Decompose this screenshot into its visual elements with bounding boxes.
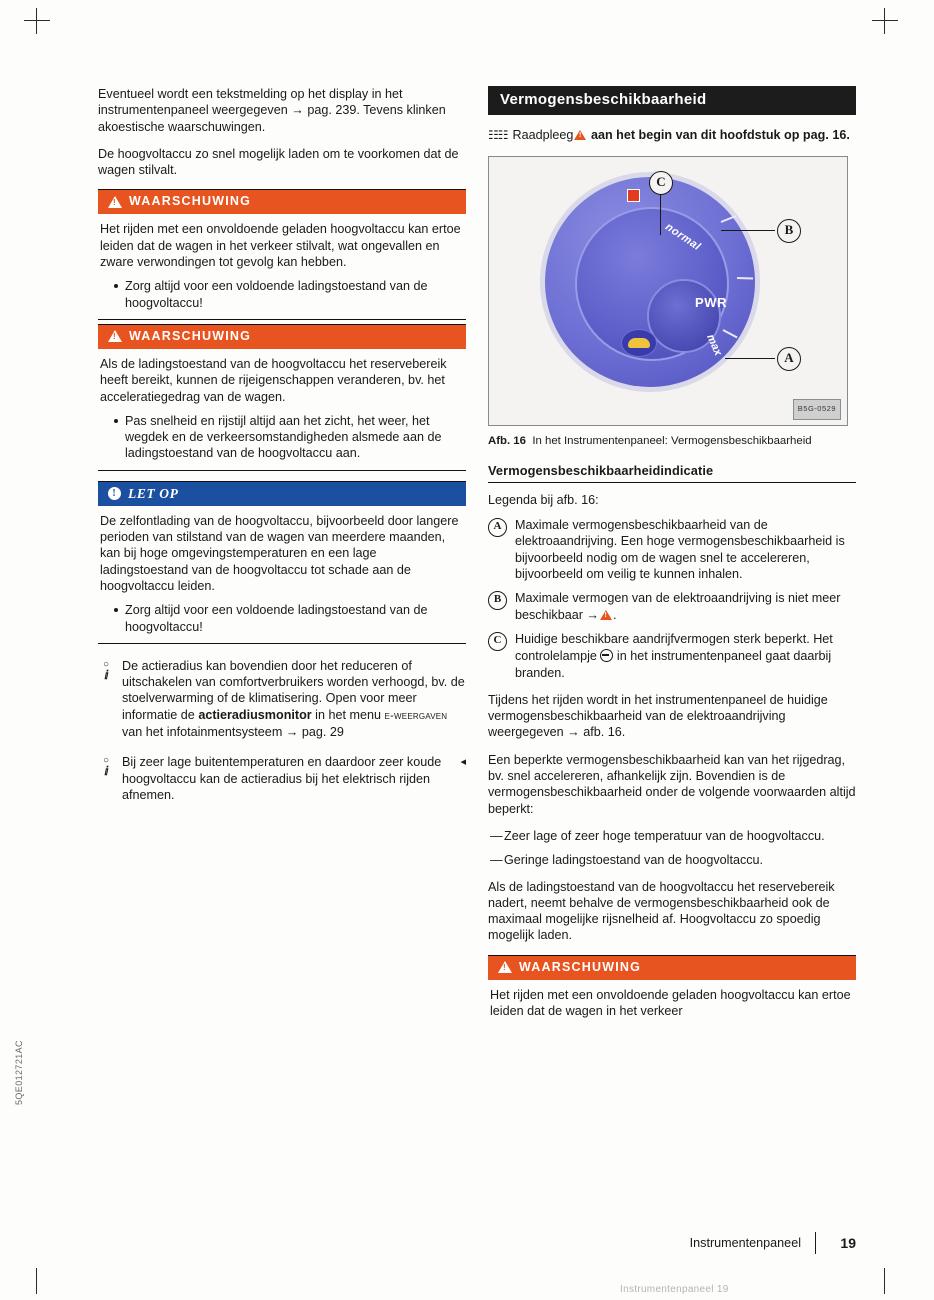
tip-block-2-text bbox=[122, 754, 466, 803]
gauge-label-pwr: PWR bbox=[695, 294, 728, 310]
note-box-body bbox=[98, 506, 466, 644]
figure-caption-text: In het Instrumentenpaneel: Vermogensbeschikbaarheid bbox=[532, 434, 812, 447]
note-box-bullets bbox=[100, 602, 464, 635]
reference-text bbox=[513, 127, 850, 143]
cross-reference-line bbox=[488, 127, 856, 143]
gauge-marker bbox=[627, 189, 640, 202]
list-item: — Geringe ladingstoestand van de hoogvoltaccu. bbox=[490, 852, 856, 868]
legend-text-c-after: in het instrumentenpaneel gaat daarbij branden. bbox=[515, 649, 832, 680]
warning-box-1-label: WAARSCHUWING bbox=[129, 194, 252, 209]
note-box-text: De zelfontlading van de hoogvoltaccu, bijvoorbeeld door langere perioden van stilstand van de wagen van meerdere maanden, kan bij hoge omgevingstemperaturen en een lage ladingstoestand van de hoogvoltaccu tot schade aan de hoogvoltaccu leiden. bbox=[100, 513, 459, 593]
warning-triangle-icon bbox=[574, 130, 586, 140]
figure-code: B5G-0529 bbox=[793, 399, 841, 419]
legend-item-a bbox=[488, 517, 856, 582]
warning-triangle-icon bbox=[498, 961, 512, 973]
tip-1-bold: actieradiusmonitor bbox=[198, 707, 312, 722]
warning-box-2-text: Als de ladingstoestand van de hoogvoltaccu het reservebereik heeft bereikt, kunnen de rijeigenschappen veranderen, bv. het acceleratiegedrag van de wagen. bbox=[100, 356, 447, 404]
note-box-header bbox=[98, 482, 466, 506]
warning-triangle-icon bbox=[600, 610, 612, 620]
warning-box-right-text: Het rijden met een onvoldoende geladen hoogvoltaccu kan ertoe leiden dat de wagen in het verkeer bbox=[490, 987, 851, 1019]
callout-b: B bbox=[777, 219, 801, 243]
callout-leader-a bbox=[725, 358, 775, 359]
gauge-tick bbox=[721, 215, 737, 223]
chapter-title-bar: Vermogensbeschikbaarheid bbox=[488, 86, 856, 115]
section-subheading: Vermogensbeschikbaarheidindicatie bbox=[488, 462, 714, 478]
indicator-lamp-icon bbox=[600, 649, 613, 662]
legend-text-b-after: . bbox=[613, 607, 617, 622]
spine-code-2: 5QE012721AC bbox=[14, 1040, 24, 1105]
list-item: Zorg altijd voor een voldoende ladingstoestand van de hoogvoltaccu! bbox=[114, 602, 464, 635]
reference-prefix: Raadpleeg bbox=[512, 128, 574, 143]
legend-text-b bbox=[515, 590, 856, 623]
intro-paragraph-2: De hoogvoltaccu zo snel mogelijk laden om te voorkomen dat de wagen stilvalt. bbox=[98, 146, 459, 178]
tip-block-1-text bbox=[122, 658, 466, 740]
warning-box-1-body bbox=[98, 214, 466, 319]
legend-item-b bbox=[488, 590, 856, 623]
legend-text-c bbox=[515, 631, 856, 681]
reference-suffix: aan het begin van dit hoofdstuk op pag. 16. bbox=[590, 128, 850, 143]
tip-block-2 bbox=[98, 754, 466, 803]
page-footer bbox=[488, 1232, 856, 1254]
right-column bbox=[488, 86, 856, 1031]
crop-mark-top-left bbox=[36, 8, 37, 34]
callout-leader-c bbox=[660, 193, 661, 235]
tip-block-2-body bbox=[122, 754, 466, 803]
tip-1-part1: De actieradius kan bovendien door het reduceren of uitschakelen van comfortverbruikers worden verhoogd, bv. de stoelverwarming of de klimatisering. Open voor meer informatie de bbox=[122, 658, 465, 722]
left-column bbox=[98, 86, 466, 815]
tip-block-1 bbox=[98, 658, 466, 740]
body-paragraph-1: Tijdens het rijden wordt in het instrumentenpaneel de huidige vermogensbeschikbaarheid van de elektroaandrijving weergegeven → afb. 16. bbox=[488, 692, 828, 740]
legend-list bbox=[488, 517, 856, 681]
legend-mark-c: C bbox=[488, 632, 507, 651]
note-box bbox=[98, 481, 466, 644]
gauge-label-max: max bbox=[704, 332, 725, 358]
warning-box-1-header bbox=[98, 190, 466, 214]
warning-box-1-bullets bbox=[100, 278, 464, 311]
ghost-footer-bleed: Instrumentenpaneel 19 bbox=[620, 1284, 729, 1295]
book-pencil-icon: ○ ⅈ bbox=[102, 658, 110, 682]
callout-a: A bbox=[777, 347, 801, 371]
warning-box-right-header bbox=[488, 956, 856, 980]
book-pencil-icon: ○ ⅈ bbox=[102, 755, 110, 779]
legend-text-c-before: Huidige beschikbare aandrijfvermogen sterk beperkt. Het controlelampje bbox=[515, 631, 833, 664]
list-item: — Zeer lage of zeer hoge temperatuur van de hoogvoltaccu. bbox=[490, 828, 856, 844]
list-item: Zorg altijd voor een voldoende ladingstoestand van de hoogvoltaccu! bbox=[114, 278, 464, 311]
body-paragraph-2: Een beperkte vermogensbeschikbaarheid kan van het rijgedrag, bv. snel accelereren, afhankelijk zijn. Bovendien is de vermogensbeschikbaarheid onder de volgende voorwaarden altijd beperkt: bbox=[488, 752, 856, 816]
warning-box-2-header bbox=[98, 325, 466, 349]
list-item: Pas snelheid en rijstijl altijd aan het zicht, het weer, het wegdek en de verkeersomstandigheden alsmede aan de ladingstoestand van de hoogvoltaccu aan. bbox=[114, 413, 464, 462]
power-gauge bbox=[537, 169, 787, 419]
warning-box-2-bullets bbox=[100, 413, 464, 462]
figure-background bbox=[489, 157, 847, 425]
callout-leader-b bbox=[721, 230, 775, 231]
warning-box-2 bbox=[98, 324, 466, 471]
warning-box-2-label: WAARSCHUWING bbox=[129, 328, 252, 343]
warning-box-1 bbox=[98, 189, 466, 319]
legend-text-a: Maximale vermogensbeschikbaarheid van de elektroaandrijving. Een hoge vermogensbeschikbaarheid is bijvoorbeeld nodig om de wagen snel te accelereren, bijvoorbeeld om veilig te kunnen inhalen. bbox=[515, 518, 845, 582]
legend-item-c bbox=[488, 631, 856, 681]
conditions-list bbox=[488, 828, 856, 869]
legend-mark-b: B bbox=[488, 591, 507, 610]
warning-box-1-text: Het rijden met een onvoldoende geladen hoogvoltaccu kan ertoe leiden dat de wagen in het verkeer stilvalt, wat ongevallen en zware verwondingen tot gevolg kan hebben. bbox=[100, 222, 461, 270]
callout-c: C bbox=[649, 171, 673, 195]
legend-mark-a: A bbox=[488, 518, 507, 537]
body-paragraph-3: Als de ladingstoestand van de hoogvoltaccu het reservebereik nadert, neemt behalve de vermogensbeschikbaarheid ook de maximaal mogelijke rijsnelheid af. Hoogvoltaccu zo spoedig mogelijk laden. bbox=[488, 879, 835, 943]
warning-triangle-icon bbox=[108, 330, 122, 342]
crop-mark-top-right bbox=[884, 8, 885, 34]
turtle-warning-icon bbox=[621, 329, 657, 357]
gauge-label-normal: normal bbox=[663, 220, 703, 253]
figure-caption-number: Afb. 16 bbox=[488, 434, 526, 447]
gauge-tick bbox=[737, 277, 753, 280]
warning-box-right-label: WAARSCHUWING bbox=[519, 959, 642, 974]
gauge-tick bbox=[723, 329, 738, 338]
warning-box-2-body bbox=[98, 349, 466, 471]
warning-box-right-body bbox=[488, 980, 856, 1028]
tip-1-part3: van het infotainmentsysteem → pag. 29 bbox=[122, 725, 344, 740]
book-icon: ☷☷ bbox=[488, 128, 508, 143]
note-box-label: LET OP bbox=[128, 485, 179, 501]
crop-mark-top-right-h bbox=[872, 20, 898, 21]
figure-caption bbox=[488, 434, 856, 449]
crop-mark-top-left-h bbox=[24, 20, 50, 21]
footer-divider bbox=[815, 1232, 816, 1254]
figure-instrument-cluster bbox=[488, 156, 848, 426]
end-of-section-marker: ◂ bbox=[460, 756, 466, 769]
warning-box-right bbox=[488, 955, 856, 1028]
subheading-rule bbox=[488, 482, 856, 483]
warning-triangle-icon bbox=[108, 196, 122, 208]
gauge-outer-ring bbox=[545, 177, 755, 387]
footer-section-title: Instrumentenpaneel bbox=[689, 1236, 801, 1250]
tip-2-text: Bij zeer lage buitentemperaturen en daardoor zeer koude hoogvoltaccu kan de actieradius bij het elektrisch rijden afnemen. bbox=[122, 755, 442, 802]
crop-mark-bottom-right bbox=[884, 1268, 885, 1294]
tip-block-1-body bbox=[122, 658, 466, 740]
intro-paragraph-1: Eventueel wordt een tekstmelding op het display in het instrumentenpaneel weergegeven → pag. 239. Tevens klinken akoestische waarschuwingen. bbox=[98, 87, 446, 134]
legend-text-b-before: Maximale vermogen van de elektroaandrijving is niet meer beschikbaar → bbox=[515, 591, 841, 622]
footer-page-number: 19 bbox=[840, 1235, 856, 1251]
info-icon: ! bbox=[108, 487, 121, 500]
tip-1-part2: in het menu bbox=[311, 707, 385, 722]
legend-intro: Legenda bij afb. 16: bbox=[488, 492, 599, 507]
crop-mark-bottom-left bbox=[36, 1268, 37, 1294]
tip-1-smallcaps: e-weergaven bbox=[384, 709, 448, 722]
